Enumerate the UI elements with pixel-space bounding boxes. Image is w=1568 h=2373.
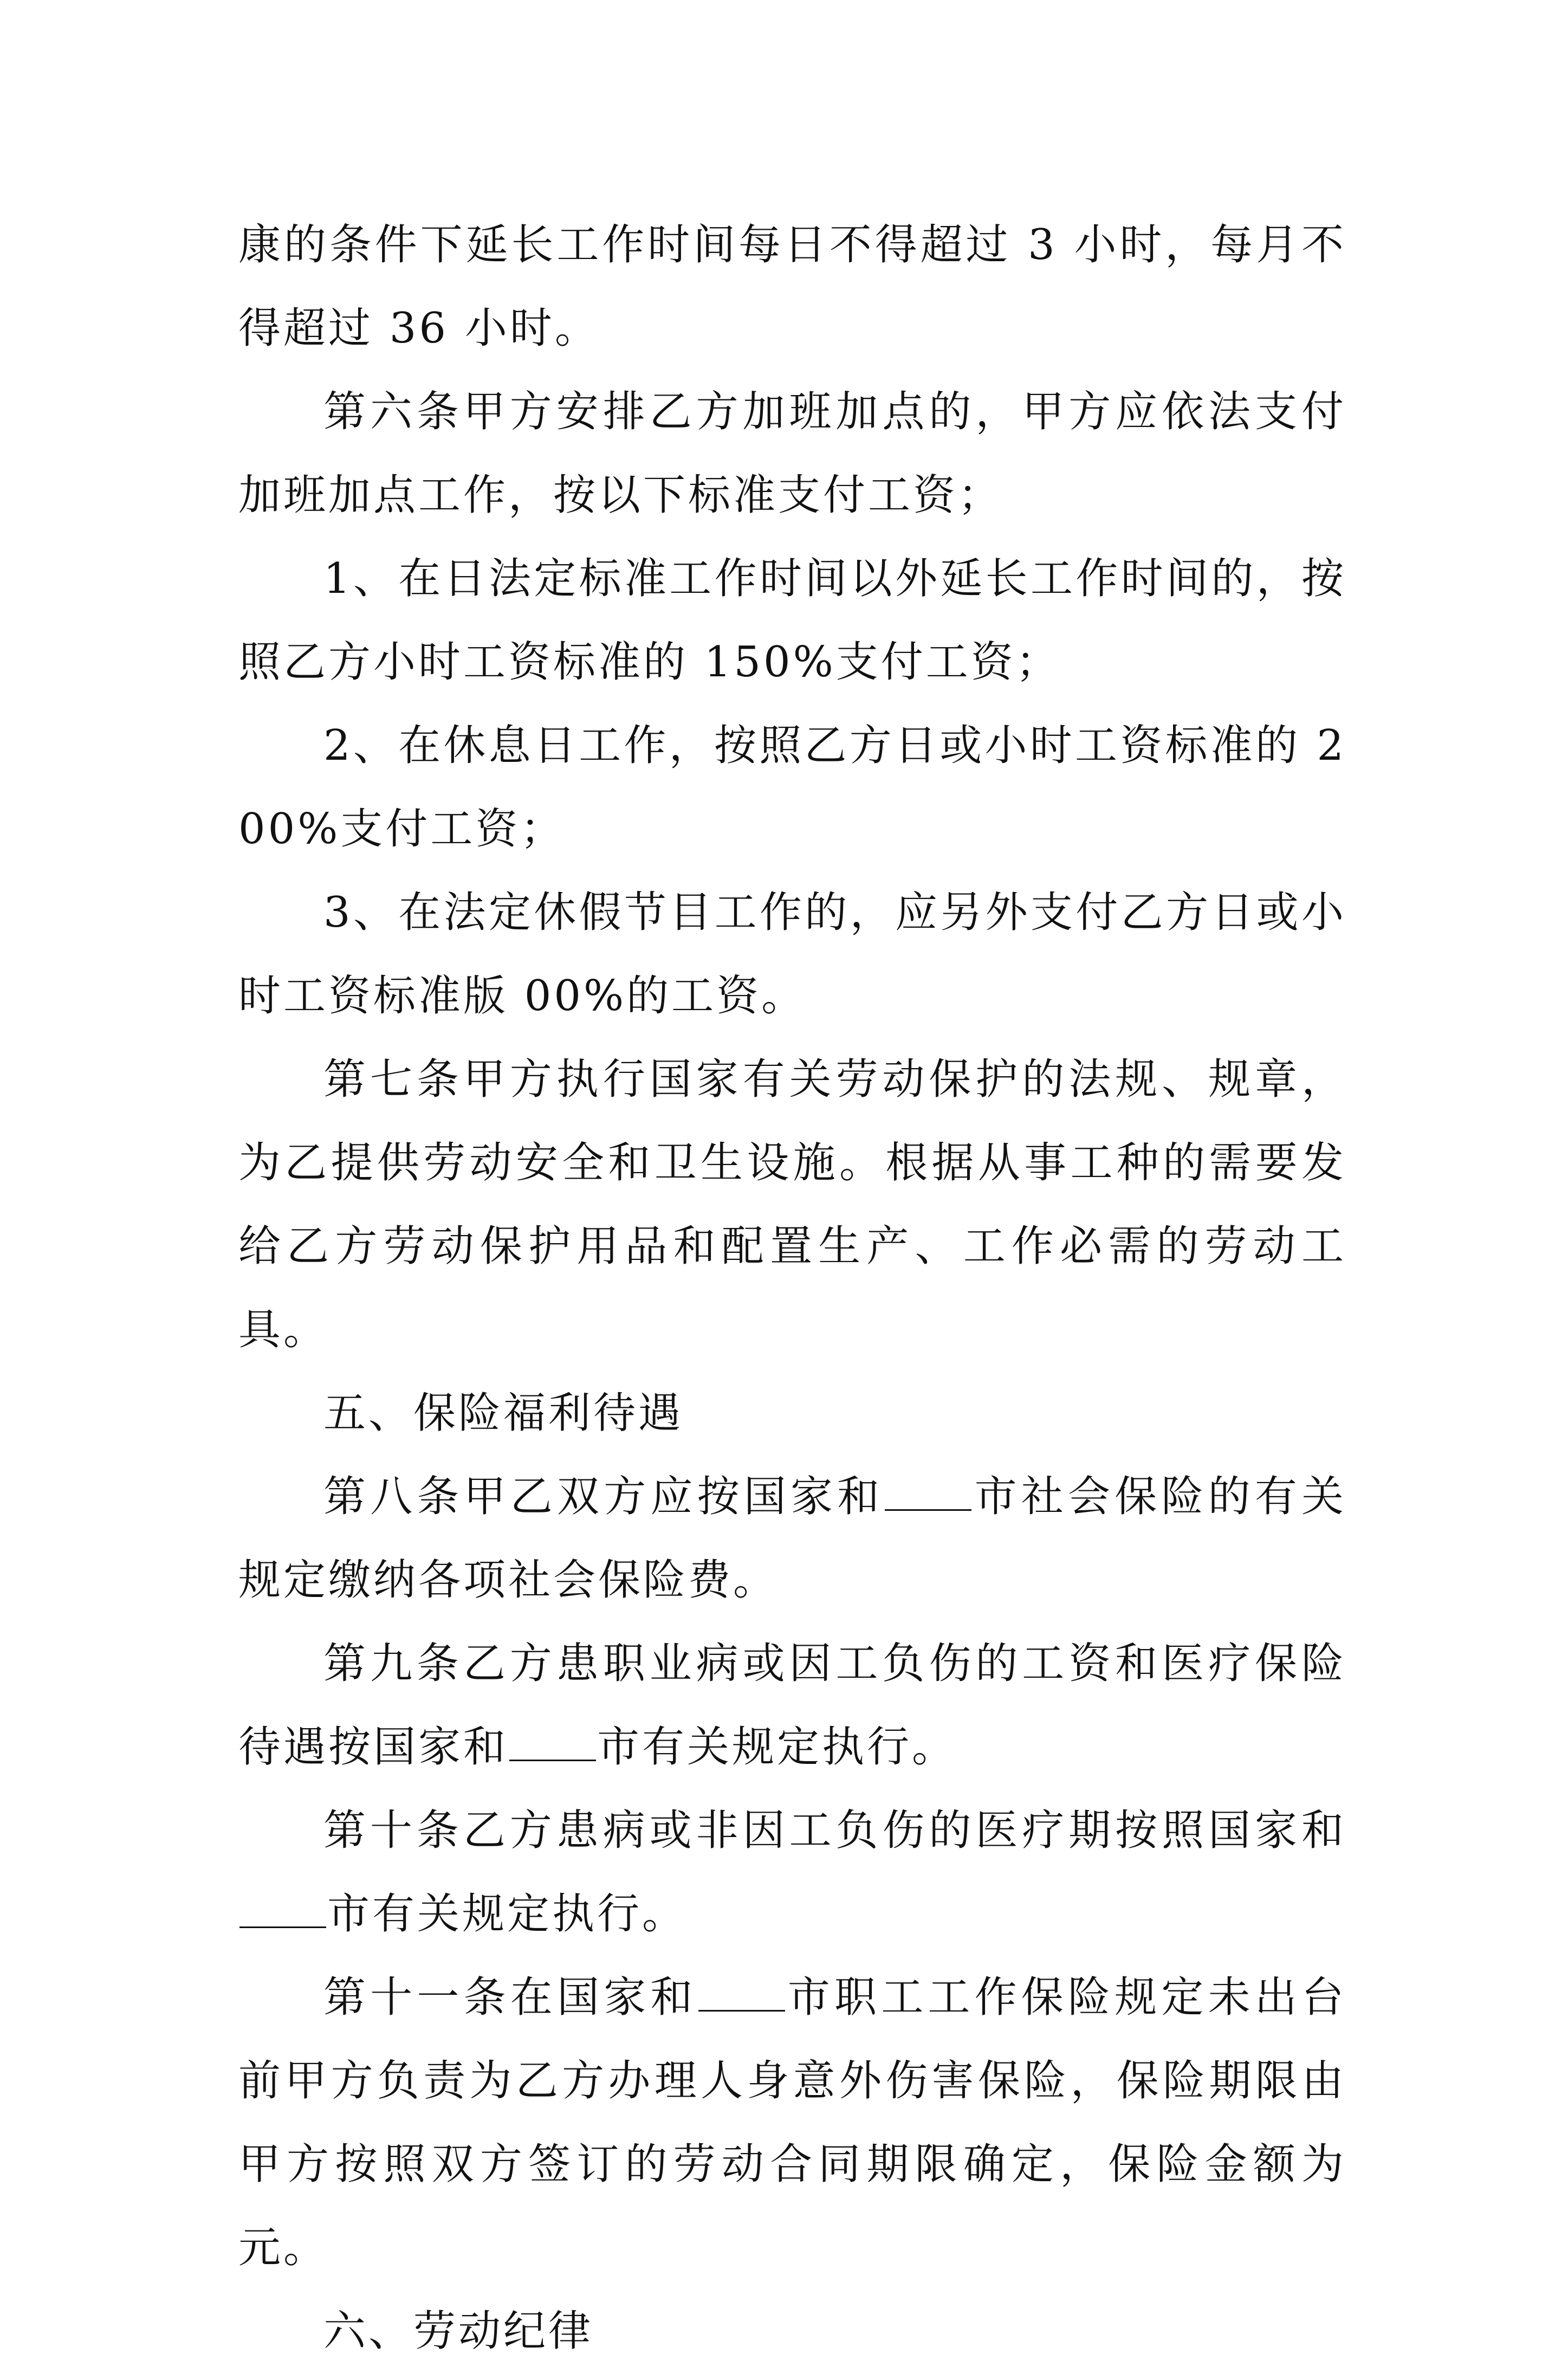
- article-9-text-after: 市有关规定执行。: [597, 1723, 957, 1771]
- article-6-item-3: 3、在法定休假节目工作的，应另外支付乙方日或小时工资标准版 00%的工资。: [238, 888, 1346, 1020]
- article-11-text-before: 第十一条在国家和: [323, 1973, 697, 2022]
- article-10-text-after: 市有关规定执行。: [327, 1890, 688, 1938]
- fill-in-blank: [509, 1757, 596, 1761]
- article-9: [238, 1622, 1346, 1789]
- article-8-text-after: 市社会保险的有关规定缴纳各项社会保险费。: [238, 1472, 1346, 1605]
- section-heading-insurance-welfare: 五、保险福利待遇: [323, 1389, 684, 1438]
- article-7: 第七条甲方执行国家有关劳动保护的法规、规章，为乙提供劳动安全和卫生设施。根据从事工种的需要发给乙方劳动保护用品和配置生产、工作必需的劳动工具。: [238, 1055, 1346, 1354]
- fill-in-blank: [698, 2008, 785, 2012]
- article-10-text-before: 第十条乙方患病或非因工负伤的医疗期按照国家和: [323, 1806, 1346, 1855]
- fill-in-blank: [885, 1507, 971, 1511]
- fill-in-blank: [239, 1924, 326, 1928]
- article-6-item-2: 2、在休息日工作，按照乙方日或小时工资标准的 200%支付工资；: [238, 721, 1346, 853]
- article-10: [238, 1789, 1346, 1956]
- article-8: [238, 1455, 1346, 1622]
- section-heading-labor-discipline: 六、劳动纪律: [323, 2307, 594, 2356]
- article-6-item-1: 1、在日法定标准工作时间以外延长工作时间的，按照乙方小时工资标准的 150%支付工资；: [238, 554, 1346, 687]
- article-9-text-before: 第九条乙方患职业病或因工负伤的工资和医疗保险待遇按国家和: [238, 1639, 1346, 1771]
- article-6: 第六条甲方安排乙方加班加点的，甲方应依法支付加班加点工作，按以下标准支付工资；: [238, 387, 1346, 520]
- document-body: [238, 203, 1346, 2373]
- article-11: [238, 1956, 1346, 2290]
- paragraph-continuation: 康的条件下延长工作时间每日不得超过 3 小时，每月不得超过 36 小时。: [238, 221, 1346, 353]
- article-11-text-after: 市职工工作保险规定未出台前甲方负责为乙方办理人身意外伤害保险，保险期限由甲方按照双方签订的劳动合同期限确定，保险金额为 元。: [238, 1973, 1346, 2272]
- article-8-text-before: 第八条甲乙双方应按国家和: [323, 1472, 884, 1521]
